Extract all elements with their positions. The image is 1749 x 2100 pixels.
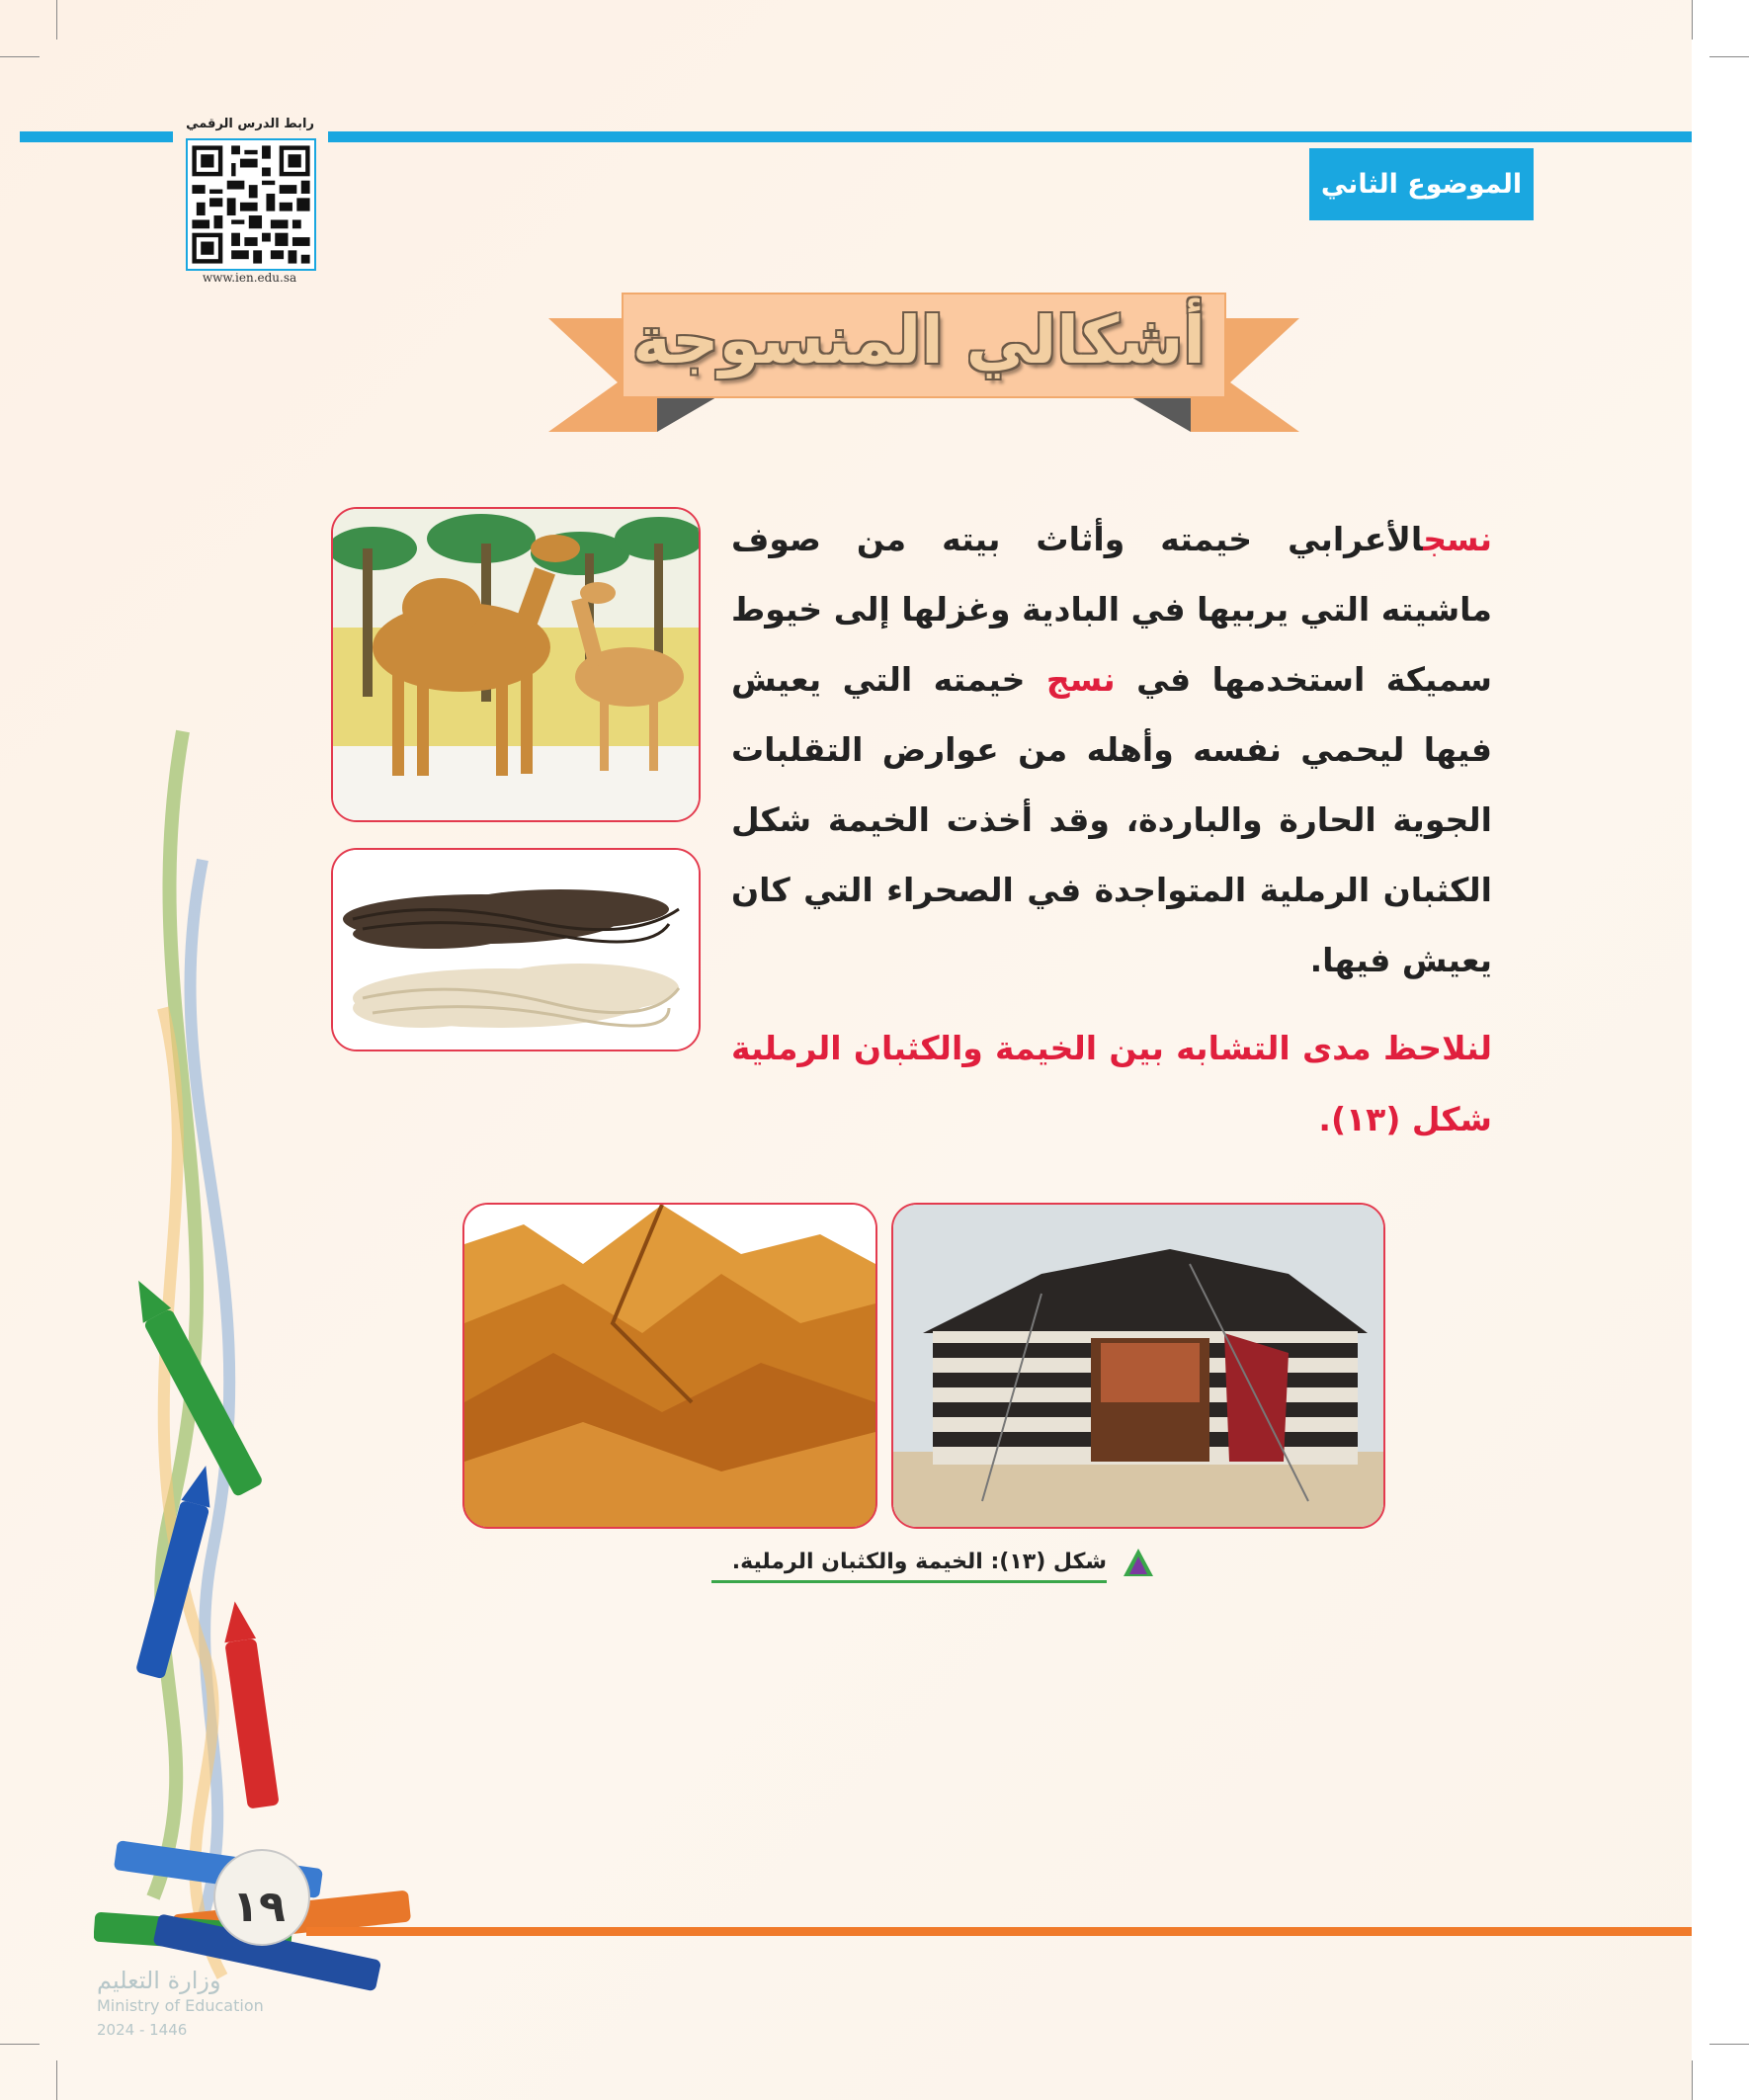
crop-mark [56,2060,57,2100]
qr-code[interactable] [186,138,316,271]
qr-caption: رابط الدرس الرقمي [186,117,314,131]
ministry-logo-text: وزارة التعليم [97,1967,221,1994]
footer-bar [306,1927,1692,1936]
caption-triangle-icon [1122,1547,1155,1578]
header-bar-left [20,131,173,142]
sand-dunes-image [462,1203,877,1529]
ministry-english: Ministry of Education [97,1996,264,2015]
body-text-part: الأعرابي خيمته وأثاث بيته من صوف ماشيته التي يربيها في البادية وغزلها إلى خيوط سميكة استخدمها في [731,520,1492,699]
tent-image [891,1203,1385,1529]
crop-mark [0,56,40,57]
crop-mark [1709,56,1749,57]
observation-text: لنلاحظ مدى التشابه بين الخيمة والكثبان الرملية شكل (١٣). [731,1029,1492,1138]
figure-caption: شكل (١٣): الخيمة والكثبان الرملية. [711,1550,1107,1583]
dunes-illustration [464,1205,875,1527]
page-number: ١٩ [232,1882,286,1932]
topic-badge: الموضوع الثاني [1309,148,1534,220]
crop-mark [56,0,57,40]
page-margin [1692,0,1749,2100]
qr-code-icon [188,140,314,269]
highlight-word: نسج [1423,520,1492,558]
qr-url[interactable]: www.ien.edu.sa [202,271,297,285]
crop-mark [0,2044,40,2045]
header-bar-right [328,131,1692,142]
crayons-decoration [94,712,469,2016]
page-title: أشكالي المنسوجة [632,302,1206,378]
crop-mark [1692,2060,1693,2100]
edition-year: 2024 - 1446 [97,2021,188,2039]
crop-mark [1692,0,1693,40]
body-text-part: خيمته التي يعيش فيها ليحمي نفسه وأهله من عوارض التقلبات الجوية الحارة والباردة، وقد أخذت الخيمة شكل الكثبان الرملية المتواجدة في الصحراء التي كان يعيش فيها. [731,660,1492,979]
body-paragraph [731,504,1492,995]
tent-illustration [893,1205,1383,1527]
highlight-word: نسج [1045,660,1116,699]
crop-mark [1709,2044,1749,2045]
